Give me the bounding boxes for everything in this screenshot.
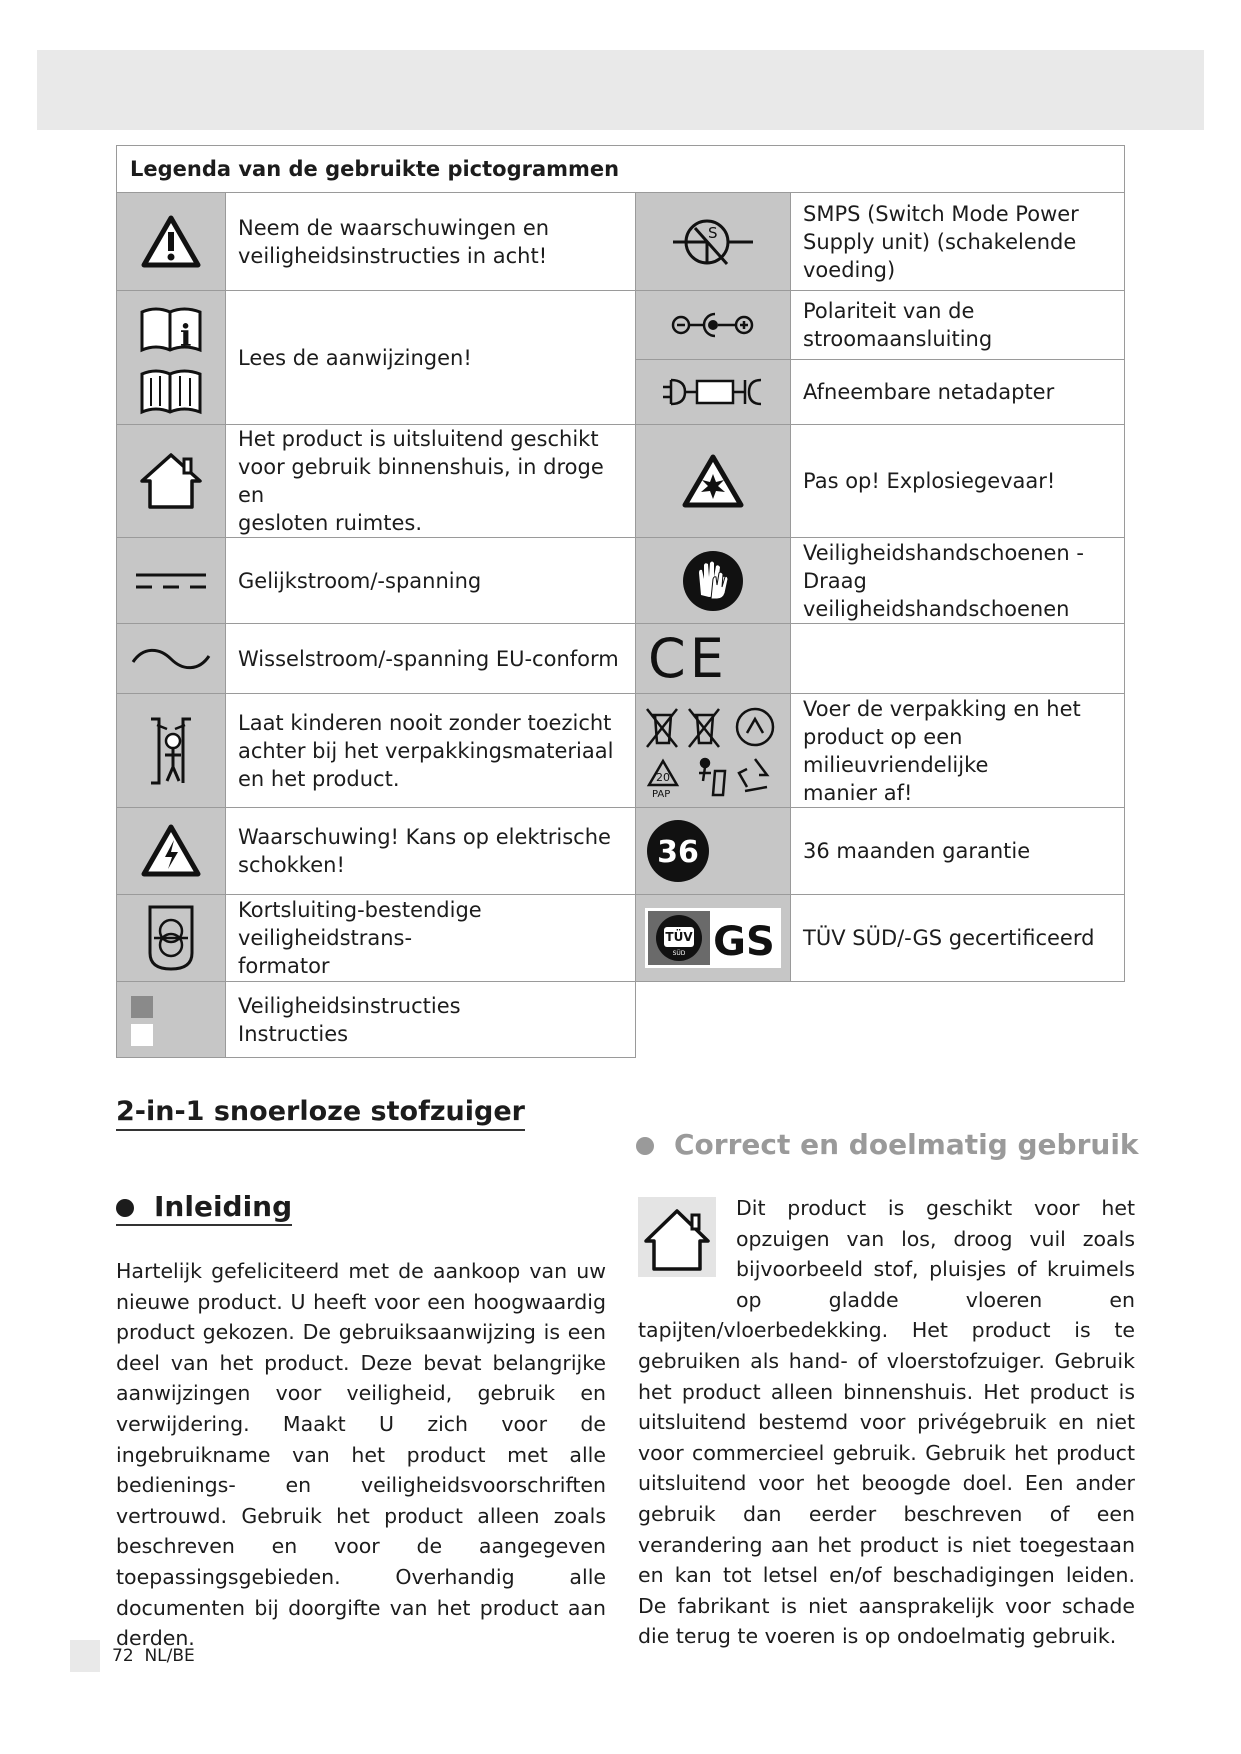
- legend-text-smps: SMPS (Switch Mode Power Supply unit) (schakelende voeding): [791, 193, 1125, 291]
- alternating-current-icon: [117, 624, 226, 694]
- legend-text-ac: Wisselstroom/-spanning EU-conform: [226, 624, 636, 694]
- house-icon: [117, 425, 226, 538]
- usage-heading-text: Correct en doelmatig gebruik: [674, 1128, 1139, 1161]
- pap-number: 20: [656, 770, 670, 784]
- ce-mark-text: CE: [648, 627, 728, 690]
- warning-triangle-icon: [117, 193, 226, 291]
- intro-heading: [116, 1190, 292, 1226]
- legend-text-gloves: Veiligheidshandschoenen - Draag veiligheidshandschoenen: [791, 538, 1125, 624]
- legend-text-warranty: 36 maanden garantie: [791, 808, 1125, 895]
- smps-icon: [636, 193, 791, 291]
- smps-letter: S: [708, 223, 718, 242]
- legend-text-instructions: Veiligheidsinstructies Instructies: [226, 982, 636, 1058]
- pap-label: PAP: [652, 788, 671, 799]
- usage-paragraph-text: Dit product is geschikt voor het opzuigen van los, droog vuil zoals bijvoorbeeld stof, pluisjes of kruimels op gladde vloeren en tapijten/vloerbedekking. Het product is te gebruiken als hand- of vloerstofzuiger. Gebruik het product alleen binnenshuis. Het product is uitsluitend bestemd voor privégebruik en niet voor commercieel gebruik. Gebruik het product uitsluitend voor het beoogde doel. Een ander gebruik dan eerder beschreven of een verandering aan het product is niet toegestaan en kan tot letsel en/of beschadigingen leiden. De fabrikant is niet aansprakelijk voor schade die terug te voeren is op ondoelmatig gebruik.: [638, 1196, 1135, 1649]
- child-warning-icon: [117, 694, 226, 808]
- gs-label: GS: [713, 919, 775, 965]
- recycling-icons: [636, 694, 791, 808]
- page-number: 72: [112, 1646, 134, 1666]
- usage-heading: [636, 1128, 1139, 1161]
- usage-paragraph: [638, 1193, 1135, 1652]
- tuv-sub-label: SÜD: [672, 950, 686, 957]
- intro-heading-text: Inleiding: [154, 1190, 293, 1223]
- legend-text-tuv: TÜV SÜD/-GS gecertificeerd: [791, 895, 1125, 982]
- legend-text-recycling: Voer de verpakking en het product op een milieuvriendelijke manier af!: [791, 694, 1125, 808]
- ce-mark-icon: [636, 624, 791, 694]
- legend-text-manual: Lees de aanwijzingen!: [226, 291, 636, 425]
- adapter-icon: [636, 360, 791, 425]
- pictogram-legend-table: [116, 145, 1125, 1058]
- header-band: [37, 50, 1204, 130]
- warranty-number: 36: [657, 835, 699, 870]
- bullet-icon: [636, 1137, 654, 1155]
- svg-text:i: i: [180, 318, 192, 354]
- legend-text-adapter: Afneembare netadapter: [791, 360, 1125, 425]
- section-title: 2-in-1 snoerloze stofzuiger: [116, 1096, 525, 1131]
- bullet-icon: [116, 1199, 134, 1217]
- explosion-warning-icon: [636, 425, 791, 538]
- legend-text-dc: Gelijkstroom/-spanning: [226, 538, 636, 624]
- electric-shock-icon: [117, 808, 226, 895]
- legend-text-polarity: Polariteit van de stroomaansluiting: [791, 291, 1125, 360]
- legend-text-ce: [791, 624, 1125, 694]
- legend-text-children: Laat kinderen nooit zonder toezicht achter bij het verpakkingsmateriaal en het product.: [226, 694, 636, 808]
- tuv-gs-icon: [636, 895, 791, 982]
- legend-title: Legenda van de gebruikte pictogrammen: [117, 146, 1125, 193]
- gloves-icon: [636, 538, 791, 624]
- warranty-36-icon: [636, 808, 791, 895]
- legend-text-transformer: Kortsluiting-bestendige veiligheidstrans- formator: [226, 895, 636, 982]
- footer-marker: [70, 1640, 100, 1672]
- read-manual-icon: [117, 291, 226, 425]
- tuv-label: TÜV: [665, 930, 693, 944]
- direct-current-icon: [117, 538, 226, 624]
- safety-squares-icon: [117, 982, 226, 1058]
- legend-text-indoor: Het product is uitsluitend geschikt voor gebruik binnenshuis, in droge en gesloten ruimtes.: [226, 425, 636, 538]
- intro-paragraph: Hartelijk gefeliciteerd met de aankoop van uw nieuwe product. U heeft voor een hoogwaardig product gekozen. De gebruiksaanwijzing is een deel van het product. Deze bevat belangrijke aanwijzingen voor veiligheid, gebruik en verwijdering. Maakt U zich voor de ingebruikname van het product met alle bedienings- en veiligheidsvoorschriften vertrouwd. Gebruik het product alleen zoals beschreven en voor de aangegeven toepassingsgebieden. Overhandig alle documenten bij doorgifte van het product aan derden.: [116, 1259, 606, 1651]
- page-footer: [112, 1646, 195, 1666]
- language-code: NL/BE: [144, 1646, 195, 1666]
- legend-text-warning: Neem de waarschuwingen en veiligheidsinstructies in acht!: [226, 193, 636, 291]
- safety-transformer-icon: [117, 895, 226, 982]
- legend-text-shock: Waarschuwing! Kans op elektrische schokken!: [226, 808, 636, 895]
- legend-text-explosion: Pas op! Explosiegevaar!: [791, 425, 1125, 538]
- polarity-icon: [636, 291, 791, 360]
